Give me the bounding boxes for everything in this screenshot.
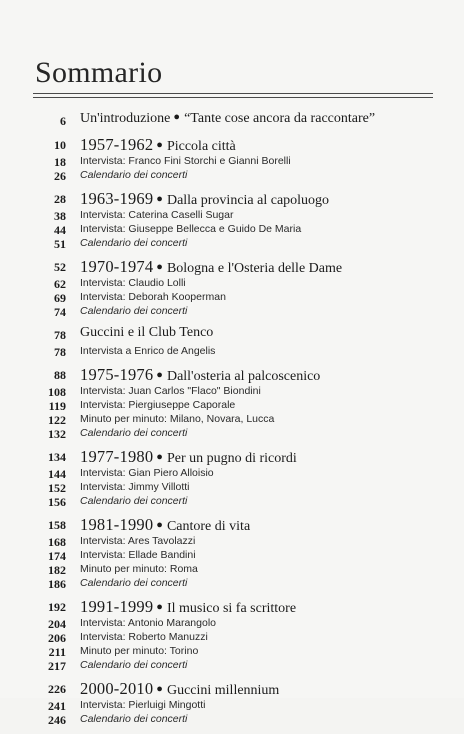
toc-subentry-row[interactable] bbox=[0, 494, 464, 508]
intro-label: Un'introduzione bbox=[80, 111, 171, 126]
bullet-separator: ● bbox=[156, 451, 163, 463]
page-title: Sommario bbox=[35, 56, 163, 89]
toc-subentry-row[interactable] bbox=[0, 616, 464, 630]
toc-subentry-row[interactable] bbox=[0, 562, 464, 576]
toc-chapter-row[interactable] bbox=[0, 366, 464, 384]
chapter-years: 1981-1990 bbox=[80, 515, 154, 534]
subentry-text: Calendario dei concerti bbox=[80, 577, 188, 589]
toc-subentry-row[interactable] bbox=[0, 276, 464, 290]
page-number: 134 bbox=[48, 450, 66, 464]
chapter-entry bbox=[80, 325, 213, 341]
page-number: 246 bbox=[48, 713, 66, 727]
bullet-separator: ● bbox=[156, 139, 163, 151]
subentry-text: Calendario dei concerti bbox=[80, 305, 188, 317]
toc-section bbox=[0, 598, 464, 672]
toc-subentry-row[interactable] bbox=[0, 236, 464, 250]
subentry-text: Calendario dei concerti bbox=[80, 237, 188, 249]
page-number: 156 bbox=[48, 495, 66, 509]
subentry-text: Intervista: Piergiuseppe Caporale bbox=[80, 399, 236, 411]
toc-sections bbox=[0, 136, 464, 726]
toc-intro-row bbox=[0, 112, 464, 130]
toc-subentry-row[interactable] bbox=[0, 398, 464, 412]
toc-section bbox=[0, 680, 464, 726]
table-of-contents bbox=[0, 112, 464, 734]
page-number: 69 bbox=[54, 291, 66, 305]
page-number: 38 bbox=[54, 209, 66, 223]
chapter-years: 1977-1980 bbox=[80, 447, 154, 466]
page-number: 26 bbox=[54, 169, 66, 183]
toc-subentry-row[interactable] bbox=[0, 426, 464, 440]
chapter-entry bbox=[80, 135, 236, 155]
toc-chapter-row[interactable] bbox=[0, 190, 464, 208]
subentry-text: Intervista a Enrico de Angelis bbox=[80, 345, 216, 357]
bullet-separator: ● bbox=[156, 519, 163, 531]
subentry-text: Intervista: Roberto Manuzzi bbox=[80, 631, 208, 643]
toc-subentry-row[interactable] bbox=[0, 658, 464, 672]
bullet-separator: ● bbox=[156, 369, 163, 381]
bullet-separator: ● bbox=[156, 261, 163, 273]
toc-subentry-row[interactable] bbox=[0, 534, 464, 548]
page-number: 168 bbox=[48, 535, 66, 549]
toc-section bbox=[0, 136, 464, 182]
page-number: 152 bbox=[48, 481, 66, 495]
toc-subentry-row[interactable] bbox=[0, 466, 464, 480]
toc-subentry-row[interactable] bbox=[0, 384, 464, 398]
subentry-text: Calendario dei concerti bbox=[80, 659, 188, 671]
chapter-entry bbox=[80, 515, 250, 535]
page-number: 211 bbox=[48, 645, 66, 659]
page-number: 132 bbox=[48, 427, 66, 441]
toc-subentry-row[interactable] bbox=[0, 712, 464, 726]
page-number: 192 bbox=[48, 600, 66, 614]
page-number: 6 bbox=[60, 114, 66, 128]
chapter-title: Piccola città bbox=[166, 139, 236, 154]
chapter-title: Bologna e l'Osteria delle Dame bbox=[166, 261, 343, 276]
page-number: 158 bbox=[48, 518, 66, 532]
toc-section bbox=[0, 448, 464, 508]
subentry-text: Intervista: Caterina Caselli Sugar bbox=[80, 209, 234, 221]
page-number: 174 bbox=[48, 549, 66, 563]
chapter-years: 2000-2010 bbox=[80, 679, 154, 698]
chapter-entry bbox=[80, 257, 342, 277]
bullet-separator: ● bbox=[156, 683, 163, 695]
subentry-text: Calendario dei concerti bbox=[80, 169, 188, 181]
toc-subentry-row[interactable] bbox=[0, 154, 464, 168]
page-number: 88 bbox=[54, 368, 66, 382]
intro-subtitle: “Tante cose ancora da raccontare” bbox=[184, 111, 376, 126]
page-number: 108 bbox=[48, 385, 66, 399]
toc-section bbox=[0, 366, 464, 440]
toc-subentry-row[interactable] bbox=[0, 344, 464, 358]
subentry-text: Calendario dei concerti bbox=[80, 495, 188, 507]
toc-subentry-row[interactable] bbox=[0, 290, 464, 304]
chapter-years: 1975-1976 bbox=[80, 365, 154, 384]
toc-subentry-row[interactable] bbox=[0, 548, 464, 562]
subentry-text: Intervista: Juan Carlos "Flaco" Biondini bbox=[80, 385, 261, 397]
title-rule-bottom bbox=[33, 97, 433, 98]
toc-section bbox=[0, 190, 464, 250]
bullet-separator: ● bbox=[156, 601, 163, 613]
subentry-text: Intervista: Gian Piero Alloisio bbox=[80, 467, 214, 479]
toc-subentry-row[interactable] bbox=[0, 412, 464, 426]
chapter-years: 1957-1962 bbox=[80, 135, 154, 154]
page-number: 122 bbox=[48, 413, 66, 427]
chapter-entry bbox=[80, 189, 329, 209]
subentry-text: Minuto per minuto: Milano, Novara, Lucca bbox=[80, 413, 275, 425]
toc-section bbox=[0, 326, 464, 358]
subentry-text: Intervista: Claudio Lolli bbox=[80, 277, 186, 289]
chapter-entry bbox=[80, 597, 296, 617]
page-number: 206 bbox=[48, 631, 66, 645]
subentry-text: Calendario dei concerti bbox=[80, 713, 188, 725]
subentry-text: Intervista: Pierluigi Mingotti bbox=[80, 699, 206, 711]
toc-chapter-row[interactable] bbox=[0, 598, 464, 616]
page-number: 28 bbox=[54, 192, 66, 206]
page-number: 78 bbox=[54, 345, 66, 359]
chapter-years: 1970-1974 bbox=[80, 257, 154, 276]
chapter-title: Dalla provincia al capoluogo bbox=[166, 193, 330, 208]
toc-subentry-row[interactable] bbox=[0, 644, 464, 658]
subentry-text: Minuto per minuto: Torino bbox=[80, 645, 199, 657]
subentry-text: Intervista: Franco Fini Storchi e Gianni Borelli bbox=[80, 155, 291, 167]
subentry-text: Intervista: Deborah Kooperman bbox=[80, 291, 226, 303]
page-number: 51 bbox=[54, 237, 66, 251]
toc-subentry-row[interactable] bbox=[0, 304, 464, 318]
chapter-title: Il musico si fa scrittore bbox=[166, 601, 297, 616]
page-number: 78 bbox=[54, 328, 66, 342]
toc-subentry-row[interactable] bbox=[0, 576, 464, 590]
toc-chapter-row[interactable] bbox=[0, 326, 464, 344]
page-number: 144 bbox=[48, 467, 66, 481]
toc-subentry-row[interactable] bbox=[0, 630, 464, 644]
page-number: 52 bbox=[54, 260, 66, 274]
subentry-text: Intervista: Ellade Bandini bbox=[80, 549, 196, 561]
chapter-years: 1991-1999 bbox=[80, 597, 154, 616]
toc-subentry-row[interactable] bbox=[0, 222, 464, 236]
page-number: 182 bbox=[48, 563, 66, 577]
chapter-title: Cantore di vita bbox=[166, 519, 251, 534]
chapter-title: Guccini millennium bbox=[166, 683, 280, 698]
toc-chapter-row[interactable] bbox=[0, 680, 464, 698]
page-number: 241 bbox=[48, 699, 66, 713]
subentry-text: Calendario dei concerti bbox=[80, 427, 188, 439]
toc-chapter-row[interactable] bbox=[0, 516, 464, 534]
subentry-text: Intervista: Antonio Marangolo bbox=[80, 617, 216, 629]
page-number: 18 bbox=[54, 155, 66, 169]
toc-section bbox=[0, 516, 464, 590]
chapter-title: Guccini e il Club Tenco bbox=[80, 325, 214, 340]
page-number: 74 bbox=[54, 305, 66, 319]
chapter-years: 1963-1969 bbox=[80, 189, 154, 208]
toc-subentry-row[interactable] bbox=[0, 168, 464, 182]
chapter-entry bbox=[80, 365, 320, 385]
subentry-text: Intervista: Giuseppe Bellecca e Guido De Maria bbox=[80, 223, 302, 235]
toc-subentry-row[interactable] bbox=[0, 698, 464, 712]
page-number: 62 bbox=[54, 277, 66, 291]
bullet-separator: ● bbox=[156, 193, 163, 205]
toc-subentry-row[interactable] bbox=[0, 480, 464, 494]
chapter-title: Dall'osteria al palcoscenico bbox=[166, 369, 321, 384]
page-number: 186 bbox=[48, 577, 66, 591]
subentry-text: Intervista: Jimmy Villotti bbox=[80, 481, 190, 493]
toc-chapter-row[interactable] bbox=[0, 136, 464, 154]
toc-intro[interactable] bbox=[0, 112, 464, 130]
chapter-entry bbox=[80, 447, 297, 467]
toc-chapter-row[interactable] bbox=[0, 258, 464, 276]
page-number: 217 bbox=[48, 659, 66, 673]
toc-subentry-row[interactable] bbox=[0, 208, 464, 222]
page-number: 10 bbox=[54, 138, 66, 152]
subentry-text: Intervista: Ares Tavolazzi bbox=[80, 535, 196, 547]
page-number: 44 bbox=[54, 223, 66, 237]
toc-section bbox=[0, 258, 464, 318]
title-rule-top bbox=[33, 93, 433, 94]
chapter-entry bbox=[80, 679, 279, 699]
bullet-separator: ● bbox=[173, 111, 181, 123]
subentry-text: Minuto per minuto: Roma bbox=[80, 563, 198, 575]
intro-entry bbox=[80, 111, 375, 127]
toc-chapter-row[interactable] bbox=[0, 448, 464, 466]
page-number: 204 bbox=[48, 617, 66, 631]
chapter-title: Per un pugno di ricordi bbox=[166, 451, 297, 466]
page-number: 226 bbox=[48, 682, 66, 696]
page-number: 119 bbox=[48, 399, 66, 413]
